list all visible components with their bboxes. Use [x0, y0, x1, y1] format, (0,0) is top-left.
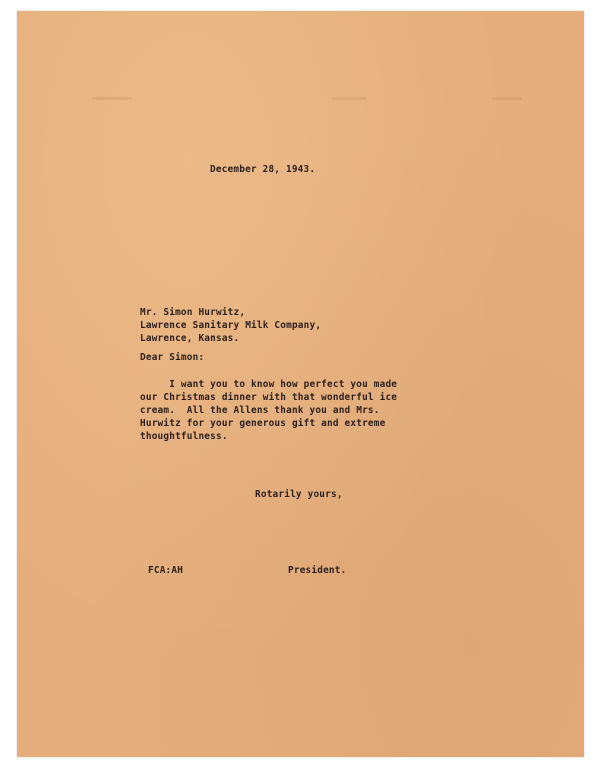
letter-sheet [17, 11, 584, 757]
body-line: I want you to know how perfect you made [140, 379, 398, 390]
letter-body [140, 378, 397, 443]
body-line: our Christmas dinner with that wonderful ice [140, 392, 398, 403]
letter-date: December 28, 1943. [210, 164, 316, 175]
recipient-company: Lawrence Sanitary Milk Company, [140, 320, 322, 331]
signature-title: President. [288, 565, 347, 576]
body-line: cream. All the Allens thank you and Mrs. [140, 405, 380, 416]
body-line: Hurwitz for your generous gift and extreme [140, 418, 386, 429]
paper-smudge [92, 97, 132, 100]
paper-smudge [492, 97, 522, 100]
salutation: Dear Simon: [140, 352, 205, 363]
recipient-city: Lawrence, Kansas. [140, 333, 240, 344]
recipient-address [140, 306, 321, 345]
reference-initials: FCA:AH [148, 565, 184, 576]
complimentary-closing: Rotarily yours, [255, 489, 343, 500]
recipient-name: Mr. Simon Hurwitz, [140, 307, 246, 318]
body-line: thoughtfulness. [140, 431, 228, 442]
paper-smudge [332, 97, 367, 100]
